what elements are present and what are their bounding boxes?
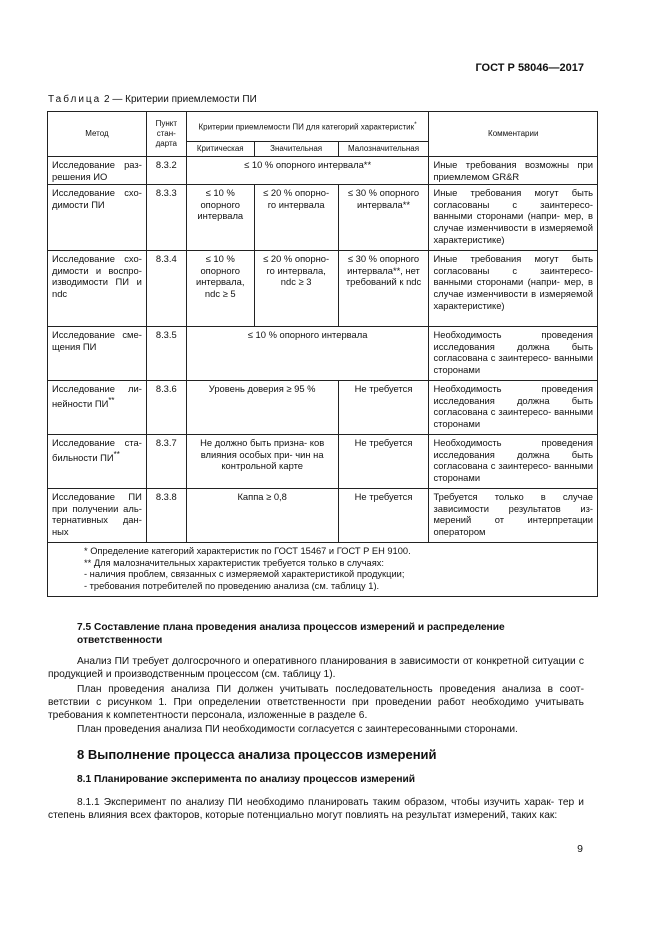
table-row bbox=[48, 185, 598, 251]
table-row bbox=[48, 489, 598, 543]
row-clause: 8.3.8 bbox=[146, 489, 186, 543]
section-7-5-paragraph-2: План проведения анализа ПИ должен учитывать последовательность проведения анализа в соот- ветствии с рисунком 1. При определении ответственности при проведении работ необходимо учитывать требования к компетентности персонала, изложенные в разделе 6. bbox=[48, 684, 584, 722]
table-note: - требования потребителей по проведению анализа (см. таблицу 1). bbox=[84, 580, 380, 591]
row-method-mark: ** bbox=[113, 449, 120, 459]
row-comment: Иные требования могут быть согласованы с заинтересо- ванными сторонами (напри- мер, в случае изменчивости в измеряемой характеристике) bbox=[429, 185, 598, 251]
table-note: * Определение категорий характеристик по ГОСТ 15467 и ГОСТ Р ЕН 9100. bbox=[84, 546, 411, 557]
table-note: ** Для малозначительных характеристик требуется только в случаях: bbox=[84, 557, 384, 568]
section-7-5-title: 7.5 Составление плана проведения анализа процессов измерений и распределение ответственности bbox=[77, 622, 505, 646]
section-7-5-paragraph-1: Анализ ПИ требует долгосрочного и оперативного планирования в зависимости от конкретной ситуации с продукцией и производственным процессом (см. таблицу 1). bbox=[48, 656, 584, 681]
row-comment: Необходимость проведения исследования должна быть согласована с заинтересо- ванными сторонами bbox=[429, 327, 598, 381]
row-critical-significant: Не должно быть призна- ков влияния особых при- чин на контрольной карте bbox=[186, 435, 338, 489]
row-method: Исследование схо- димости ПИ bbox=[48, 185, 147, 251]
row-minor: Не требуется bbox=[338, 489, 429, 543]
table-row bbox=[48, 435, 598, 489]
row-minor: Не требуется bbox=[338, 435, 429, 489]
row-clause: 8.3.3 bbox=[146, 185, 186, 251]
row-method: Исследование ПИ при получении аль- тернативных дан- ных bbox=[48, 489, 147, 543]
table-row bbox=[48, 157, 598, 185]
row-critical: ≤ 10 % опорного интервала, ndc ≥ 5 bbox=[186, 251, 254, 327]
row-comment: Необходимость проведения исследования должна быть согласована с заинтересо- ванными сторонами bbox=[429, 435, 598, 489]
table-notes-row bbox=[48, 543, 598, 596]
row-clause: 8.3.4 bbox=[146, 251, 186, 327]
row-significant: ≤ 20 % опорно- го интервала, ndc ≥ 3 bbox=[254, 251, 338, 327]
row-method: Исследование сме- щения ПИ bbox=[48, 327, 147, 381]
row-minor: Не требуется bbox=[338, 381, 429, 435]
row-minor: ≤ 30 % опорного интервала**, нет требований к ndc bbox=[338, 251, 429, 327]
section-8-1-1-paragraph: 8.1.1 Эксперимент по анализу ПИ необходимо планировать таким образом, чтобы изучить харак- тер и степень влияния всех факторов, которые потенциально могут повлиять на результат измерений, таких как: bbox=[48, 797, 584, 822]
row-critical: ≤ 10 % опорного интервала bbox=[186, 185, 254, 251]
header-comments: Комментарии bbox=[429, 112, 598, 157]
table-notes bbox=[48, 543, 598, 596]
standard-header: ГОСТ Р 58046—2017 bbox=[475, 62, 584, 74]
row-clause: 8.3.2 bbox=[146, 157, 186, 185]
row-significant: ≤ 20 % опорно- го интервала bbox=[254, 185, 338, 251]
row-method-mark: ** bbox=[108, 395, 115, 405]
table-note: - наличия проблем, связанных с измеряемой характеристикой продукции; bbox=[84, 569, 405, 580]
section-8-1-title: 8.1 Планирование эксперимента по анализу процессов измерений bbox=[77, 774, 416, 785]
header-significant: Значительная bbox=[254, 142, 338, 157]
header-method: Метод bbox=[48, 112, 147, 157]
header-criteria-mark: * bbox=[414, 121, 417, 129]
row-method: Исследование ли- нейности ПИ** bbox=[48, 381, 147, 435]
row-comment: Необходимость проведения исследования должна быть согласована с заинтересо- ванными сторонами bbox=[429, 381, 598, 435]
header-critical: Критическая bbox=[186, 142, 254, 157]
header-criteria: Критерии приемлемости ПИ для категорий характеристик* bbox=[186, 112, 429, 142]
row-clause: 8.3.5 bbox=[146, 327, 186, 381]
header-clause: Пункт стан- дарта bbox=[146, 112, 186, 157]
row-clause: 8.3.6 bbox=[146, 381, 186, 435]
section-8-title: 8 Выполнение процесса анализа процессов измерений bbox=[77, 747, 437, 762]
table-caption-prefix: Таблица bbox=[48, 94, 102, 105]
table-caption bbox=[48, 94, 257, 105]
row-method: Исследование раз- решения ИО bbox=[48, 157, 147, 185]
row-critical-significant: Уровень доверия ≥ 95 % bbox=[186, 381, 338, 435]
criteria-table bbox=[47, 111, 598, 597]
table-caption-title: 2 — Критерии приемлемости ПИ bbox=[101, 94, 257, 105]
row-method: Исследование схо- димости и воспро- изводимости ПИ и ndc bbox=[48, 251, 147, 327]
table-row bbox=[48, 381, 598, 435]
row-method: Исследование ста- бильности ПИ** bbox=[48, 435, 147, 489]
row-comment: Требуется только в случае зависимости результатов из- мерений от интерпретации оператором bbox=[429, 489, 598, 543]
row-comment: Иные требования могут быть согласованы с заинтересо- ванными сторонами (напри- мер, в случае изменчивости в измеряемой характеристике) bbox=[429, 251, 598, 327]
row-minor: ≤ 30 % опорного интервала** bbox=[338, 185, 429, 251]
row-criteria-merged: ≤ 10 % опорного интервала bbox=[186, 327, 429, 381]
table-row bbox=[48, 251, 598, 327]
row-critical-significant: Каппа ≥ 0,8 bbox=[186, 489, 338, 543]
page-number: 9 bbox=[577, 843, 583, 855]
header-minor: Малозначительная bbox=[338, 142, 429, 157]
row-clause: 8.3.7 bbox=[146, 435, 186, 489]
row-comment: Иные требования возможны при приемлемом GR&R bbox=[429, 157, 598, 185]
table-row bbox=[48, 327, 598, 381]
row-criteria-merged: ≤ 10 % опорного интервала** bbox=[186, 157, 429, 185]
section-7-5-paragraph-3: План проведения анализа ПИ необходимости согласуется с заинтересованными сторонами. bbox=[77, 724, 518, 735]
